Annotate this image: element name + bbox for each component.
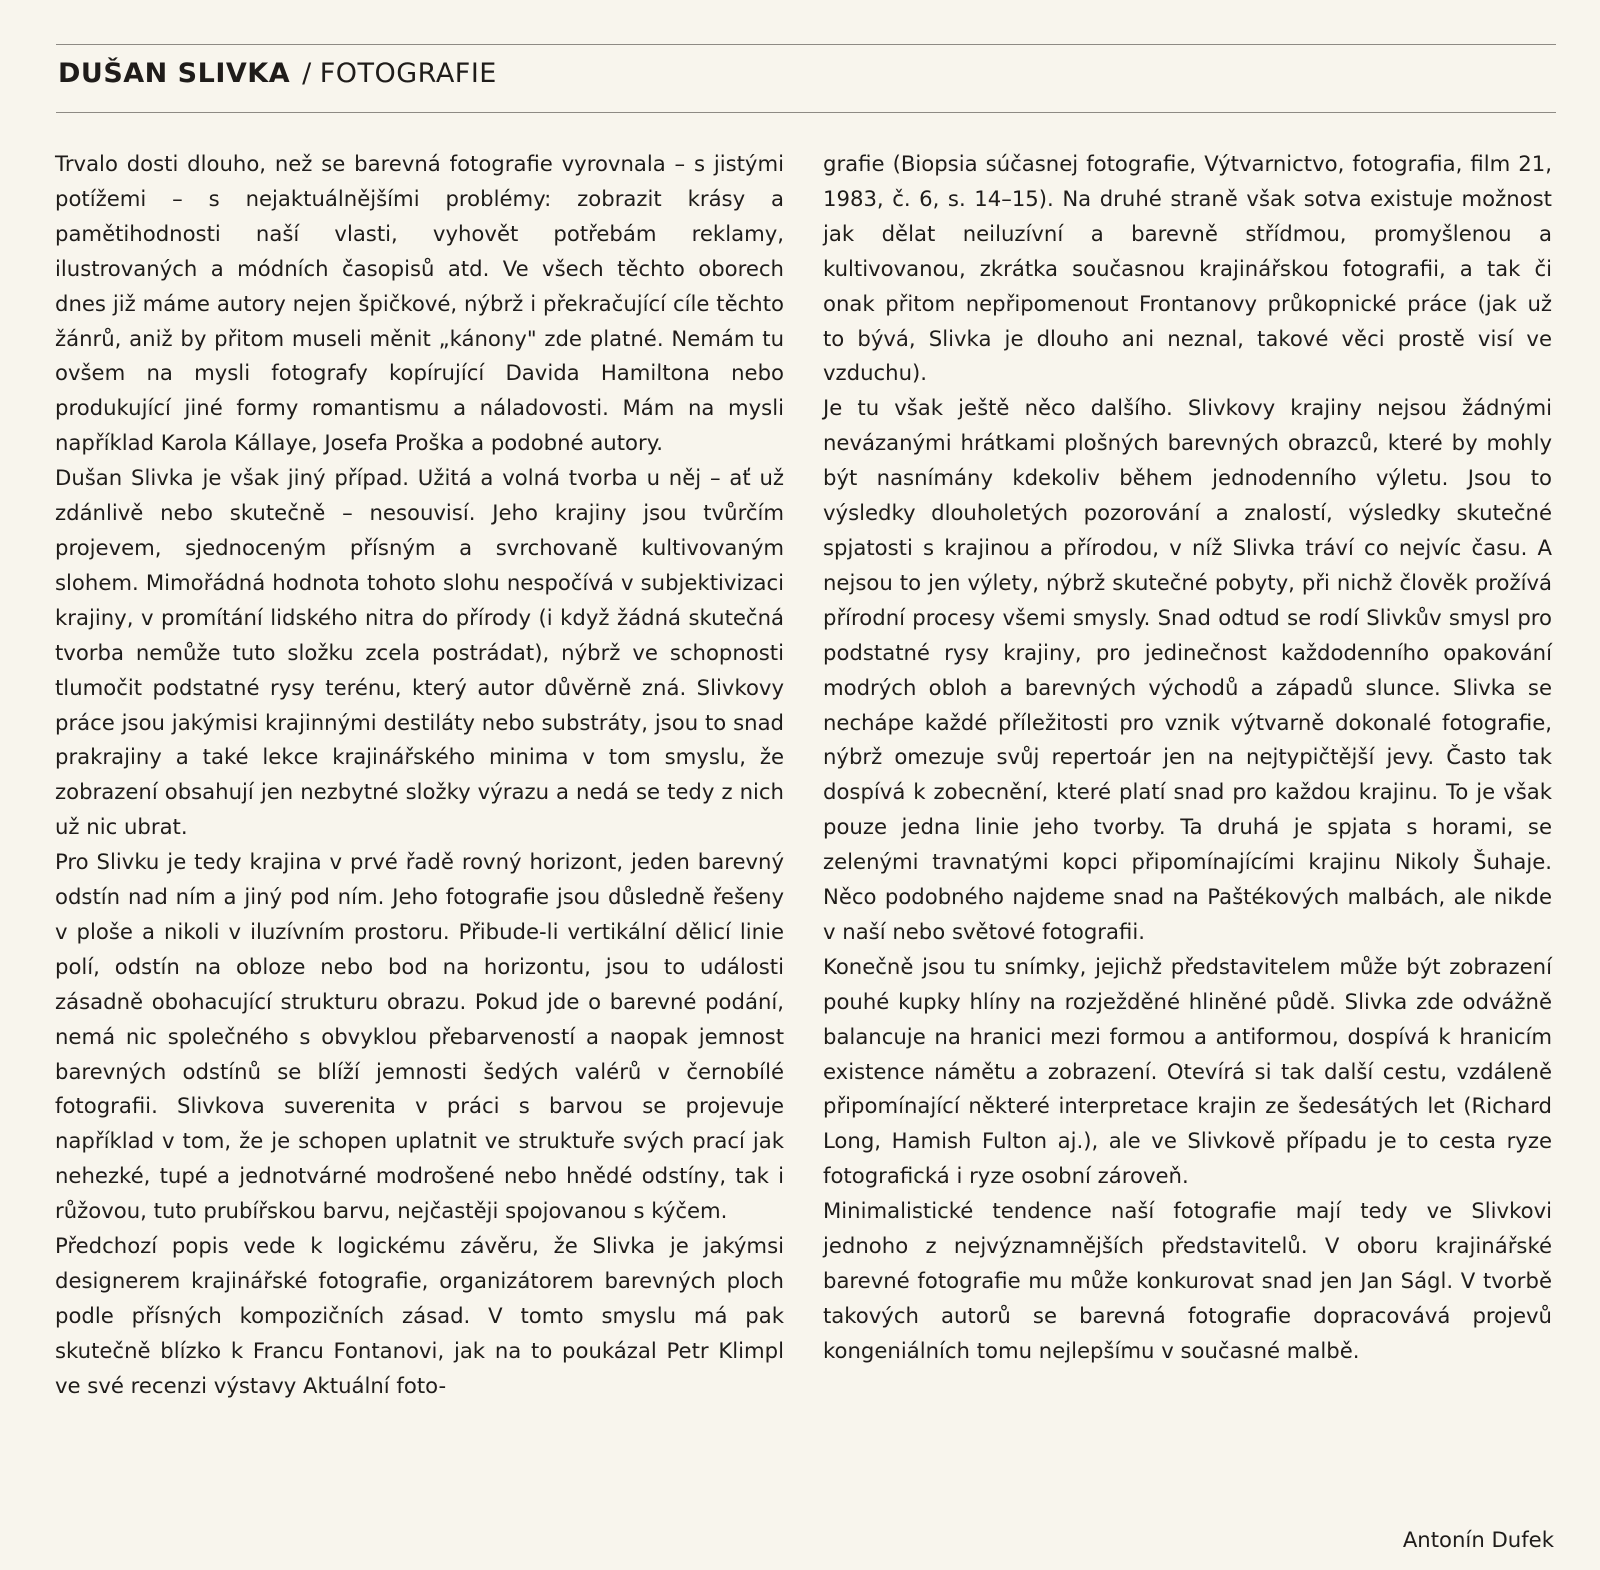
right-paragraph-2: Je tu však ještě něco dalšího. Slivkovy krajiny nejsou žádnými nevázanými hrátkami plošných barevných obrazců, které by mohly být nasnímány kdekoliv během jednodenního výletu. Jsou to výsledky dlouholetých pozorování a znalostí, výsledky skutečné spjatosti s krajinou a přírodou, v níž Slivka tráví co nejvíc času. A nejsou to jen výlety, nýbrž skutečné pobyty, při nichž člověk prožívá přírodní procesy všemi smysly. Snad odtud se rodí Slivkův smysl pro podstatné rysy krajiny, pro jedinečnost každodenního opakování modrých obloh a barevných východů a západů slunce. Slivka se nechápe každé příležitosti pro vznik výtvarně dokonalé fotografie, nýbrž omezuje svůj repertoár jen na nejtypičtější jevy. Často tak dospívá k zobecnění, které platí snad pro každou krajinu. To je však pouze jedna linie jeho tvorby. Ta druhá je spjata s horami, se zelenými travnatými kopci připomínajícími krajinu Nikoly Šuhaje. Něco podobného najdeme snad na Paštékových malbách, ale nikde v naší nebo světové fotografii. [823,395,1552,944]
left-paragraph-4: Předchozí popis vede k logickému závěru, že Slivka je jakýmsi designerem krajinářské fotografie, organizátorem barevných ploch podle přísných kompozičních zásad. V tomto smyslu má pak skutečně blízko k Francu Fontanovi, jak na to poukázal Petr Klimpl ve své recenzi výstavy Aktuální foto- [55,1233,784,1398]
author-signature: Antonín Dufek [1402,1527,1554,1552]
right-paragraph-4: Minimalistické tendence naší fotografie mají tedy ve Slivkovi jednoho z nejvýznamnějších představitelů. V oboru krajinářské barevné fotografie mu může konkurovat snad jen Jan Ságl. V tvorbě takových autorů se barevná fotografie dopracovává projevů kongeniálních tomu nejlepšímu v současné malbě. [823,1198,1552,1363]
left-paragraph-3: Pro Slivku je tedy krajina v prvé řadě rovný horizont, jeden barevný odstín nad ním a jiný pod ním. Jeho fotografie jsou důsledně řešeny v ploše a nikoli v iluzívním prostoru. Přibude-li vertikální dělicí linie polí, odstín na obloze nebo bod na horizontu, jsou to události zásadně obohacující strukturu obrazu. Pokud jde o barevné podání, nemá nic společného s obvyklou přebarveností a naopak jemnost barevných odstínů se blíží jemnosti šedých valérů v černobílé fotografii. Slivkova suverenita v práci s barvou se projevuje například v tom, že je schopen uplatnit ve struktuře svých prací jak nehezké, tupé a jednotvárné modrošené nebo hnědé odstíny, tak i růžovou, tuto prubířskou barvu, nejčastěji spojovanou s kýčem. [55,849,784,1224]
left-column [55,147,784,1404]
header-author: DUŠAN SLIVKA [58,58,291,89]
left-paragraph-1: Trvalo dosti dlouho, než se barevná fotografie vyrovnala – s jistými potížemi – s nejaktuálnějšími problémy: zobrazit krásy a pamětihodnosti naší vlasti, vyhovět potřebám reklamy, ilustrovaných a módních časopisů atd. Ve všech těchto oborech dnes již máme autory nejen špičkové, nýbrž i překračující cíle těchto žánrů, aniž by přitom museli měnit „kánony" zde platné. Nemám tu ovšem na mysli fotografy kopírující Davida Hamiltona nebo produkující jiné formy romantismu a náladovosti. Mám na mysli například Karola Kállaye, Josefa Proška a podobné autory. [55,151,784,456]
top-rule [56,44,1556,45]
right-paragraph-1: grafie (Biopsia súčasnej fotografie, Výtvarnictvo, fotografia, film 21, 1983, č. 6, s. 14–15). Na druhé straně však sotva existuje možnost jak dělat neiluzívní a barevně střídmou, promyšlenou a kultivovanou, zkrátka současnou krajinářskou fotografii, a tak či onak přitom nepřipomenout Frontanovy průkopnické práce (jak už to bývá, Slivka je dlouho ani neznal, takové věci prostě visí ve vzduchu). [823,151,1552,386]
left-paragraph-2: Dušan Slivka je však jiný případ. Užitá a volná tvorba u něj – ať už zdánlivě nebo skutečně – nesouvisí. Jeho krajiny jsou tvůrčím projevem, sjednoceným přísným a svrchovaně kultivovaným slohem. Mimořádná hodnota tohoto slohu nespočívá v subjektivizaci krajiny, v promítání lidského nitra do přírody (i když žádná skutečná tvorba nemůže tuto složku zcela postrádat), nýbrž ve schopnosti tlumočit podstatné rysy terénu, který autor důvěrně zná. Slivkovy práce jsou jakýmisi krajinnými destiláty nebo substráty, jsou to snad prakrajiny a také lekce krajinářského minima v tom smyslu, že zobrazení obsahují jen nezbytné složky výrazu a nedá se tedy z nich už nic ubrat. [55,465,784,840]
page-header [58,58,497,89]
header-rule [56,112,1556,113]
right-column [823,147,1552,1369]
header-subject: FOTOGRAFIE [319,58,497,89]
header-separator: / [302,58,312,89]
right-paragraph-3: Konečně jsou tu snímky, jejichž představitelem může být zobrazení pouhé kupky hlíny na rozježděné hliněné půdě. Slivka zde odvážně balancuje na hranici mezi formou a antiformou, dospívá k hranicím existence námětu a zobrazení. Otevírá si tak další cestu, vzdáleně připomínající některé interpretace krajin ze šedesátých let (Richard Long, Hamish Fulton aj.), ale ve Slivkově případu je to cesta ryze fotografická i ryze osobní zároveň. [823,953,1552,1189]
